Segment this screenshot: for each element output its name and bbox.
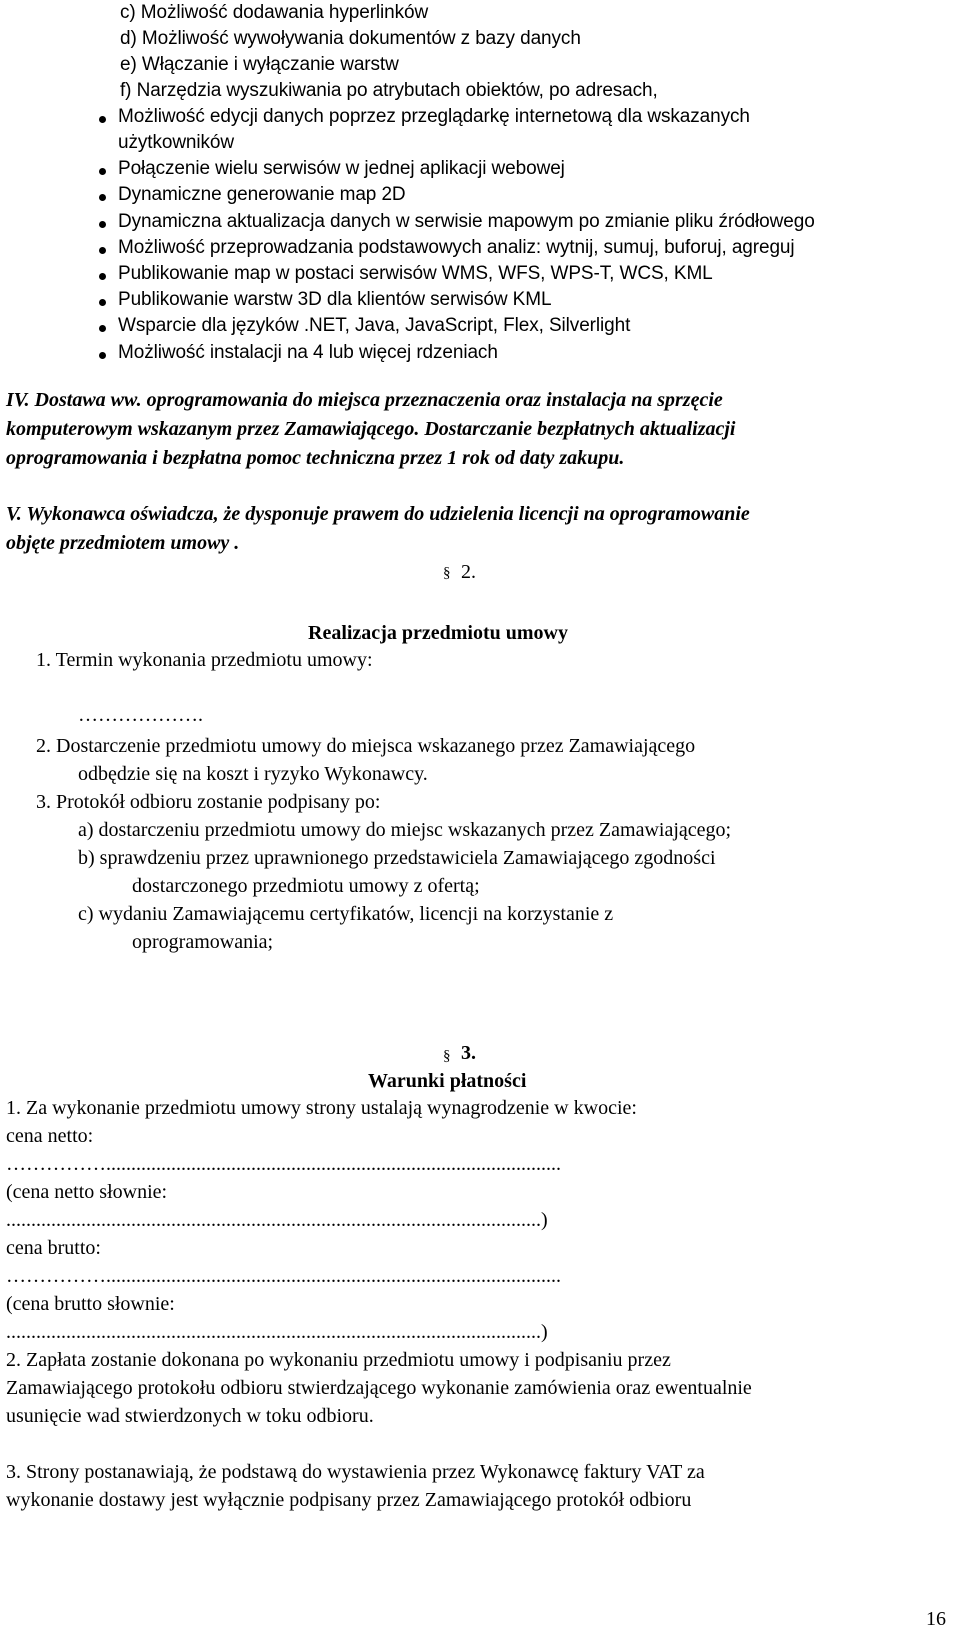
paragraph-2-title: Realizacja przedmiotu umowy	[308, 622, 568, 644]
section-v-line: objęte przedmiotem umowy .	[6, 532, 240, 554]
sub-item-f: f) Narzędzia wyszukiwania po atrybutach obiektów, po adresach,	[120, 80, 658, 101]
bullet-item: Połączenie wielu serwisów w jednej aplikacji webowej	[118, 158, 565, 179]
page-number: 16	[926, 1608, 946, 1630]
bullet-item: Możliwość edycji danych poprzez przeglądarkę internetową dla wskazanych	[118, 106, 750, 127]
gross-price-field: ……………...........................................................................................	[6, 1265, 561, 1287]
paragraph-3-title: Warunki płatności	[368, 1070, 527, 1092]
paragraph-sign-icon: §	[443, 565, 451, 581]
bullet-dot	[99, 116, 106, 123]
net-price-label: cena netto:	[6, 1125, 94, 1147]
bullet-dot	[99, 168, 106, 175]
section-iv-line: IV. Dostawa ww. oprogramowania do miejsca przeznaczenia oraz instalacja na sprzęcie	[6, 389, 723, 411]
protocol-line: 3. Protokół odbioru zostanie podpisany po:	[36, 791, 381, 813]
payment-terms-line: 2. Zapłata zostanie dokonana po wykonaniu przedmiotu umowy i podpisaniu przez	[6, 1349, 671, 1371]
gross-price-words-label: (cena brutto słownie:	[6, 1293, 175, 1315]
term-line: 1. Termin wykonania przedmiotu umowy:	[36, 649, 373, 671]
bullet-item: Wsparcie dla języków .NET, Java, JavaScript, Flex, Silverlight	[118, 315, 631, 336]
paragraph-3-number: 3.	[461, 1042, 476, 1064]
bullet-dot	[99, 247, 106, 254]
bullet-item: Publikowanie warstw 3D dla klientów serwisów KML	[118, 289, 552, 310]
payment-terms-line: Zamawiającego protokołu odbioru stwierdzającego wykonanie zamówienia oraz ewentualnie	[6, 1377, 752, 1399]
bullet-item: Możliwość przeprowadzania podstawowych analiz: wytnij, sumuj, buforuj, agreguj	[118, 237, 795, 258]
section-iv-line: oprogramowania i bezpłatna pomoc techniczna przez 1 rok od daty zakupu.	[6, 447, 625, 469]
bullet-item: Dynamiczne generowanie map 2D	[118, 184, 406, 205]
bullet-dot	[99, 299, 106, 306]
bullet-dot	[99, 325, 106, 332]
section-v-line: V. Wykonawca oświadcza, że dysponuje prawem do udzielenia licencji na oprogramowanie	[6, 503, 750, 525]
gross-price-label: cena brutto:	[6, 1237, 101, 1259]
protocol-item-a: a) dostarczeniu przedmiotu umowy do miejsc wskazanych przez Zamawiającego;	[78, 819, 732, 841]
net-price-field: ……………...........................................................................................	[6, 1153, 561, 1175]
sub-item-d: d) Możliwość wywoływania dokumentów z bazy danych	[120, 28, 581, 49]
delivery-line-continuation: odbędzie się na koszt i ryzyko Wykonawcy.	[78, 763, 428, 785]
paragraph-sign-icon: §	[443, 1048, 451, 1064]
bullet-item-continuation: użytkowników	[118, 132, 235, 153]
sub-item-c: c) Możliwość dodawania hyperlinków	[120, 2, 429, 23]
bullet-dot	[99, 352, 106, 359]
term-dots: ……………….	[78, 704, 203, 726]
bullet-dot	[99, 273, 106, 280]
bullet-dot	[99, 221, 106, 228]
payment-terms-line: usunięcie wad stwierdzonych w toku odbioru.	[6, 1405, 374, 1427]
protocol-item-c-continuation: oprogramowania;	[132, 931, 274, 953]
bullet-dot	[99, 194, 106, 201]
bullet-item: Publikowanie map w postaci serwisów WMS, WFS, WPS-T, WCS, KML	[118, 263, 713, 284]
invoice-line: 3. Strony postanawiają, że podstawą do wystawienia przez Wykonawcę faktury VAT za	[6, 1461, 705, 1483]
section-iv-line: komputerowym wskazanym przez Zamawiającego. Dostarczanie bezpłatnych aktualizacji	[6, 418, 736, 440]
net-price-words-label: (cena netto słownie:	[6, 1181, 168, 1203]
invoice-line: wykonanie dostawy jest wyłącznie podpisany przez Zamawiającego protokół odbioru	[6, 1489, 692, 1511]
net-price-words-field: ...........................................................................................................)	[6, 1209, 548, 1231]
sub-item-e: e) Włączanie i wyłączanie warstw	[120, 54, 399, 75]
payment-line: 1. Za wykonanie przedmiotu umowy strony ustalają wynagrodzenie w kwocie:	[6, 1097, 637, 1119]
delivery-line: 2. Dostarczenie przedmiotu umowy do miejsca wskazanego przez Zamawiającego	[36, 735, 696, 757]
bullet-item: Dynamiczna aktualizacja danych w serwisie mapowym po zmianie pliku źródłowego	[118, 211, 815, 232]
bullet-item: Możliwość instalacji na 4 lub więcej rdzeniach	[118, 342, 498, 363]
protocol-item-b: b) sprawdzeniu przez uprawnionego przedstawiciela Zamawiającego zgodności	[78, 847, 716, 869]
gross-price-words-field: ...........................................................................................................)	[6, 1321, 548, 1343]
paragraph-2-number: 2.	[461, 561, 476, 583]
protocol-item-c: c) wydaniu Zamawiającemu certyfikatów, licencji na korzystanie z	[78, 903, 614, 925]
protocol-item-b-continuation: dostarczonego przedmiotu umowy z ofertą;	[132, 875, 480, 897]
